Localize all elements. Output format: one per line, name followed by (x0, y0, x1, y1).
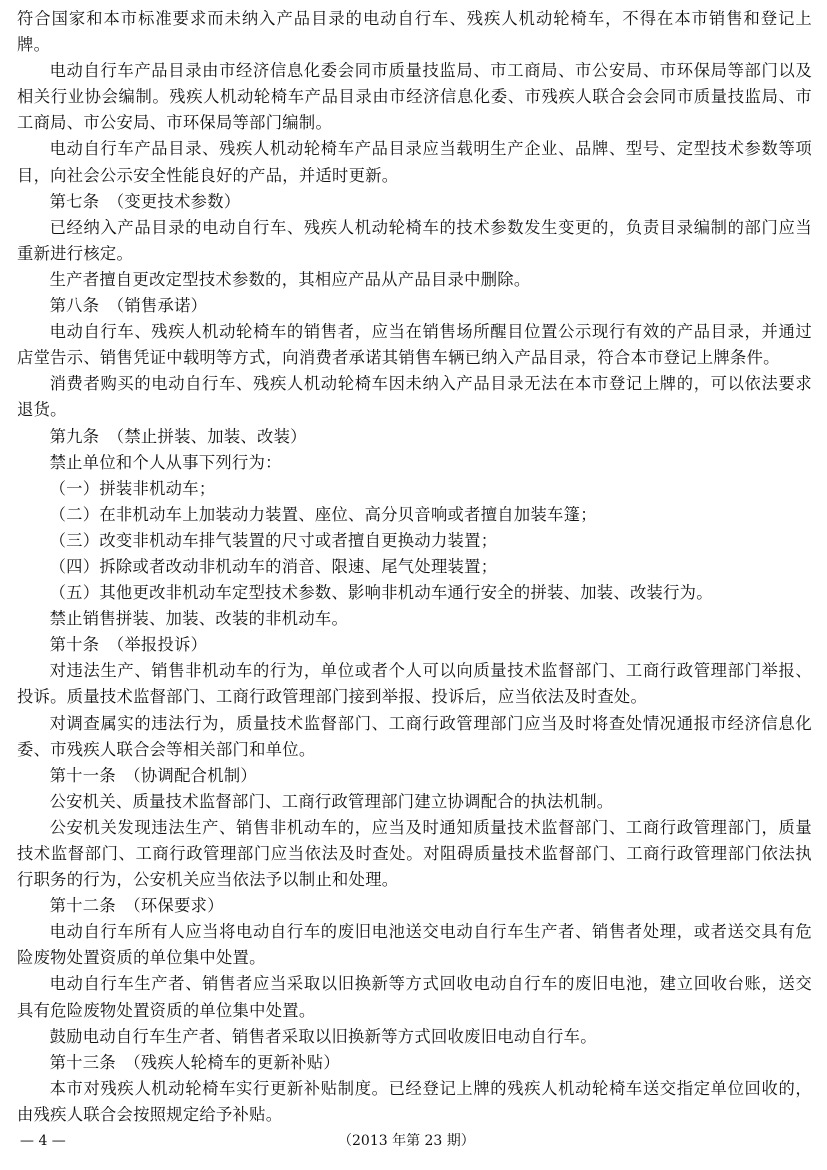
page-footer (0, 1130, 827, 1152)
paragraph: （一）拼装非机动车； (49, 478, 216, 498)
page-number: — 4 — (20, 1133, 66, 1149)
paragraph: 符合国家和本市标准要求而未纳入产品目录的电动自行车、残疾人机动轮椅车，不得在本市销售和登记上牌。 (17, 9, 812, 55)
paragraph: 已经纳入产品目录的电动自行车、残疾人机动轮椅车的技术参数发生变更的，负责目录编制的部门应当重新进行核定。 (17, 217, 812, 263)
article-heading: 第八条 （销售承诺） (49, 296, 208, 316)
paragraph: 鼓励电动自行车生产者、销售者采取以旧换新等方式回收废旧电动自行车。 (49, 1026, 597, 1046)
paragraph: 公安机关发现违法生产、销售非机动车的，应当及时通知质量技术监督部门、工商行政管理部门，质量技术监督部门、工商行政管理部门应当依法及时查处。对阻碍质量技术监督部门、工商行政管理部门依法执行职务的行为，公安机关应当依法予以制止和处理。 (17, 817, 812, 890)
paragraph: 本市对残疾人机动轮椅车实行更新补贴制度。已经登记上牌的残疾人机动轮椅车送交指定单位回收的，由残疾人联合会按照规定给予补贴。 (17, 1078, 812, 1124)
paragraph: （五）其他更改非机动车定型技术参数、影响非机动车通行安全的拼装、加装、改装行为。 (49, 583, 713, 603)
article-heading: 第七条 （变更技术参数） (49, 191, 241, 211)
paragraph: 电动自行车、残疾人机动轮椅车的销售者，应当在销售场所醒目位置公示现行有效的产品目录，并通过店堂告示、销售凭证中载明等方式，向消费者承诺其销售车辆已纳入产品目录，符合本市登记上牌条件。 (17, 322, 812, 368)
paragraph: （四）拆除或者改动非机动车的消音、限速、尾气处理装置； (49, 556, 498, 576)
paragraph: 禁止单位和个人从事下列行为： (49, 452, 282, 472)
paragraph: （三）改变非机动车排气装置的尺寸或者擅自更换动力装置； (49, 530, 498, 550)
article-heading: 第九条 （禁止拼装、加装、改装） (49, 426, 307, 446)
issue-label: （2013 年第 23 期） (338, 1133, 475, 1149)
paragraph: 公安机关、质量技术监督部门、工商行政管理部门建立协调配合的执法机制。 (49, 791, 614, 811)
paragraph: 电动自行车生产者、销售者应当采取以旧换新等方式回收电动自行车的废旧电池，建立回收台账，送交具有危险废物处置资质的单位集中处置。 (17, 974, 812, 1020)
document-body (17, 6, 812, 1128)
paragraph: 消费者购买的电动自行车、残疾人机动轮椅车因未纳入产品目录无法在本市登记上牌的，可以依法要求退货。 (17, 374, 812, 420)
paragraph: 电动自行车产品目录、残疾人机动轮椅车产品目录应当载明生产企业、品牌、型号、定型技术参数等项目，向社会公示安全性能良好的产品，并适时更新。 (17, 139, 812, 185)
article-heading: 第十条 （举报投诉） (49, 635, 208, 655)
paragraph: 电动自行车产品目录由市经济信息化委会同市质量技监局、市工商局、市公安局、市环保局等部门以及相关行业协会编制。残疾人机动轮椅车产品目录由市经济信息化委、市残疾人联合会会同市质量技监局、市工商局、市公安局、市环保局等部门编制。 (17, 61, 812, 133)
article-heading: 第十二条 （环保要求） (49, 896, 224, 916)
paragraph: （二）在非机动车上加装动力装置、座位、高分贝音响或者擅自加装车篷； (49, 504, 597, 524)
article-heading: 第十一条 （协调配合机制） (49, 765, 258, 785)
paragraph: 对调查属实的违法行为，质量技术监督部门、工商行政管理部门应当及时将查处情况通报市经济信息化委、市残疾人联合会等相关部门和单位。 (17, 713, 812, 759)
article-heading: 第十三条 （残疾人轮椅车的更新补贴） (49, 1052, 340, 1072)
paragraph: 对违法生产、销售非机动车的行为，单位或者个人可以向质量技术监督部门、工商行政管理部门举报、投诉。质量技术监督部门、工商行政管理部门接到举报、投诉后，应当依法及时查处。 (17, 661, 812, 707)
paragraph: 电动自行车所有人应当将电动自行车的废旧电池送交电动自行车生产者、销售者处理，或者送交具有危险废物处置资质的单位集中处置。 (17, 922, 812, 968)
paragraph: 禁止销售拼装、加装、改装的非机动车。 (49, 609, 349, 629)
paragraph: 生产者擅自更改定型技术参数的，其相应产品从产品目录中删除。 (49, 269, 531, 289)
